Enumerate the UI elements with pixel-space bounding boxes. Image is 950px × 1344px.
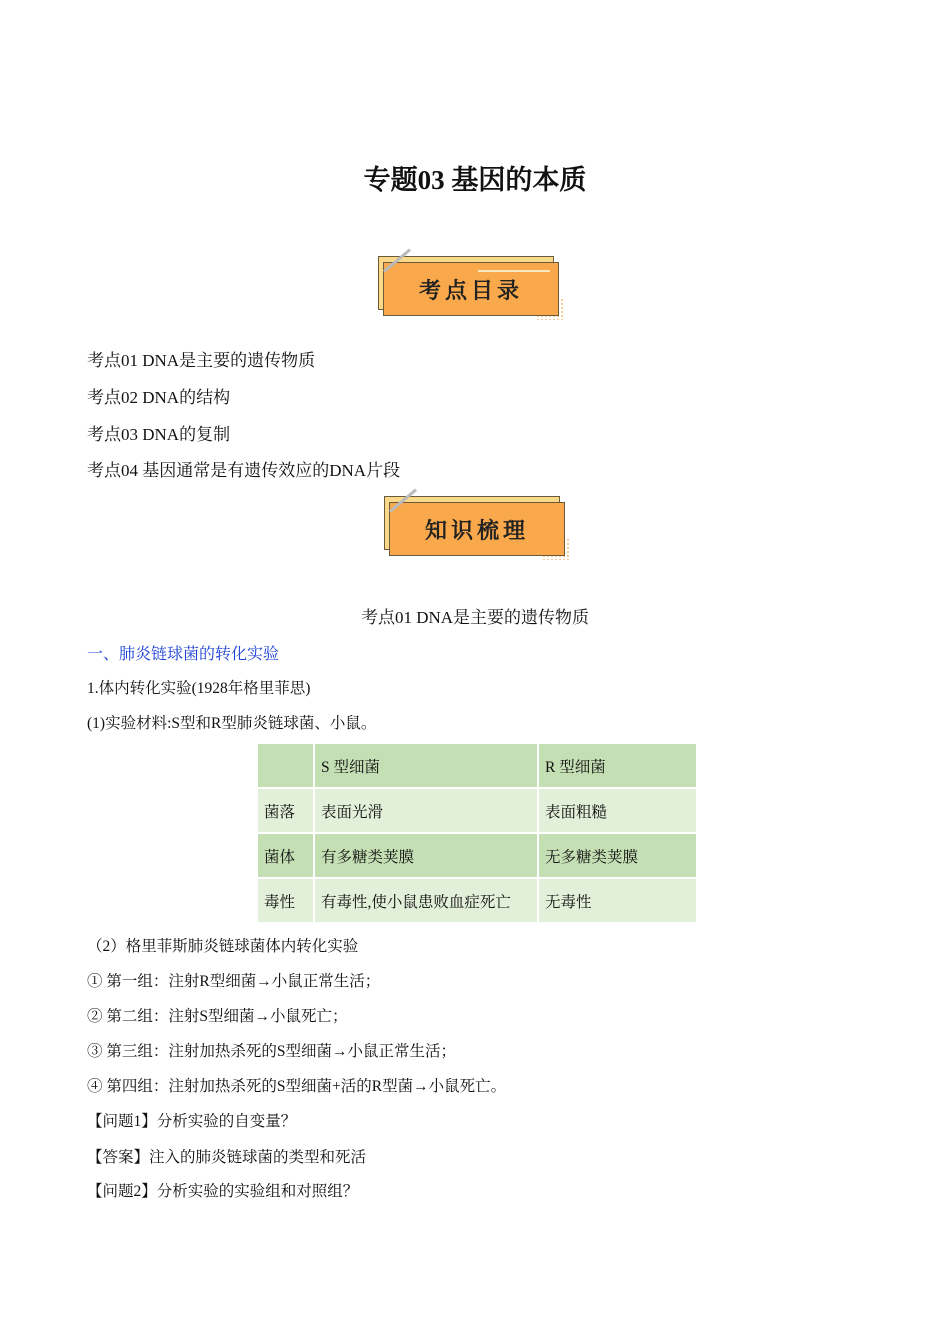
badge-label: 知识梳理 [389,502,565,556]
subheading: 一、肺炎链球菌的转化实验 [87,646,280,663]
paragraph: ① 第一组：注射R型细菌→小鼠正常生活； [87,973,381,990]
answer: 【答案】注入的肺炎链球菌的类型和死活 [87,1149,367,1166]
toc-item: 考点01 DNA是主要的遗传物质 [87,351,316,370]
question: 【问题1】分析实验的自变量？ [87,1113,297,1130]
section-title: 考点01 DNA是主要的遗传物质 [360,608,590,627]
question: 【问题2】分析实验的实验组和对照组？ [87,1183,359,1200]
paragraph: （2）格里菲斯肺炎链球菌体内转化实验 [87,938,359,955]
paragraph: ② 第二组：注射S型细菌→小鼠死亡； [87,1008,348,1025]
badge-label: 考点目录 [383,262,559,316]
table-header-row: S 型细菌 R 型细菌 [257,743,697,788]
paragraph: 1.体内转化实验(1928年格里菲思) [87,680,311,697]
badge-knowledge [384,488,574,563]
table-row: 毒性 有毒性,使小鼠患败血症死亡 无毒性 [257,878,697,923]
document-title: 专题03 基因的本质 [363,165,587,195]
toc-item: 考点04 基因通常是有遗传效应的DNA片段 [87,461,401,480]
paragraph: ③ 第三组：注射加热杀死的S型细菌→小鼠正常生活； [87,1043,456,1060]
table-row: 菌体 有多糖类荚膜 无多糖类荚膜 [257,833,697,878]
table-row: 菌落 表面光滑 表面粗糙 [257,788,697,833]
paragraph: (1)实验材料:S型和R型肺炎链球菌、小鼠。 [87,715,377,732]
badge-exam-points [378,248,568,323]
toc-item: 考点02 DNA的结构 [87,388,231,407]
toc-item: 考点03 DNA的复制 [87,425,231,444]
bacteria-table [256,742,698,924]
paragraph: ④ 第四组：注射加热杀死的S型细菌+活的R型菌→小鼠死亡。 [87,1078,507,1095]
